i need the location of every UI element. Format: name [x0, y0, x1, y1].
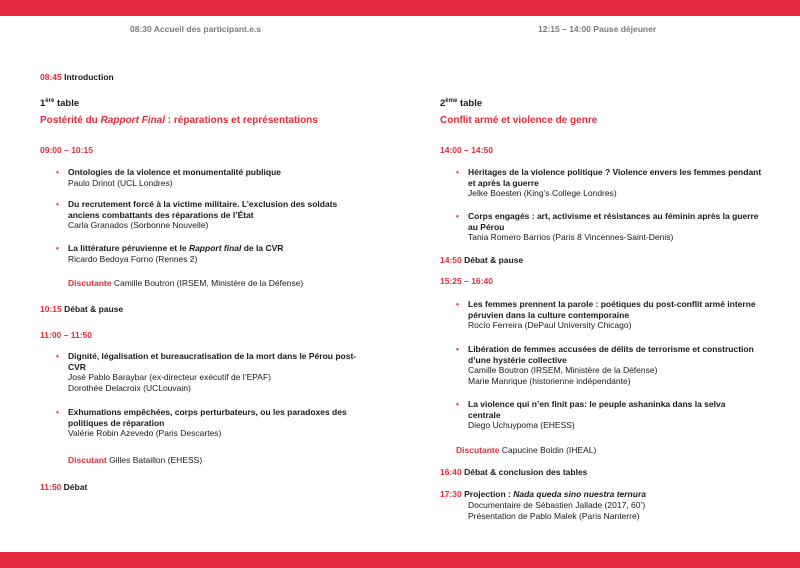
talk-speaker: Marie Manrique (historienne indépendante) — [468, 375, 631, 386]
talk-item — [56, 199, 348, 231]
talk-title: • Corps engagés : art, activisme et résistances au féminin après la guerre au Pérou — [468, 211, 759, 232]
conclusion-time: 16:40 — [440, 467, 462, 477]
talk-title: • Dignité, légalisation et bureaucratisation de la mort dans le Pérou post-CVR — [68, 351, 357, 372]
talk-title: • Exhumations empêchées, corps perturbateurs, ou les paradoxes des politiques de réparation — [68, 407, 347, 428]
discussant-2 — [68, 455, 202, 465]
table-1-number: 1 — [40, 98, 46, 110]
discussant-name: Gilles Bataillon (EHESS) — [106, 455, 203, 465]
projection — [440, 489, 646, 499]
talk-speaker: Paulo Drinot (UCL Londres) — [68, 177, 173, 188]
talk-item — [456, 344, 778, 386]
talk-item — [56, 351, 368, 393]
discussant-1 — [68, 278, 303, 288]
discussant-label: Discutante — [68, 278, 112, 288]
talk-item — [56, 243, 368, 264]
talk-item — [56, 167, 368, 188]
session-3-time: 14:00 – 14:50 — [440, 145, 493, 155]
conclusion — [440, 467, 587, 477]
discussant-name: Camille Boutron (IRSEM, Ministère de la Défense) — [111, 278, 304, 288]
session-1-time: 09:00 – 10:15 — [40, 145, 93, 155]
talk-speaker: Diego Uchuypoma (EHESS) — [468, 420, 575, 430]
talk-speaker: Tania Romero Barrios (Paris 8 Vincennes-Saint-Denis) — [468, 232, 674, 242]
discussant-label: Discutant — [68, 455, 107, 465]
pause-2-label: Débat & pause — [464, 255, 524, 265]
bottom-red-band — [0, 552, 800, 568]
projection-detail-1: Documentaire de Sébastien Jallade (2017, 60’) — [468, 500, 646, 510]
final-debate-time: 11:50 — [40, 482, 62, 492]
talk-title: • La violence qui n’en finit pas: le peuple ashaninka dans la selva centrale — [468, 399, 726, 420]
talk-speaker: Dorothée Delacroix (UCLouvain) — [68, 382, 191, 393]
table-1-word: table — [56, 98, 80, 110]
intro-line — [40, 72, 114, 82]
talk-title-c: de la CVR — [241, 243, 284, 253]
conclusion-label: Débat & conclusion des tables — [464, 467, 588, 477]
projection-label: Projection : — [464, 489, 514, 499]
table-2-heading — [440, 98, 482, 109]
projection-detail-2: Présentation de Pablo Malek (Paris Nanterre) — [468, 511, 640, 521]
table-1-suffix: ère — [45, 98, 55, 104]
talk-speaker: Rocío Ferreira (DePaul University Chicago) — [468, 320, 632, 330]
right-header: 12:15 – 14:00 Pause déjeuner — [538, 24, 657, 34]
session-2-time: 11:00 – 11:50 — [40, 330, 92, 340]
table-1-title-a: Postérité du — [40, 115, 101, 126]
table-2-title: Conflit armé et violence de genre — [440, 115, 598, 126]
talk-title: • Ontologies de la violence et monumentalité publique — [68, 167, 282, 177]
talk-item — [456, 167, 768, 199]
pause-1-label: Débat & pause — [64, 304, 124, 314]
pause-1-time: 10:15 — [40, 304, 62, 314]
table-1-title-c: : réparations et représentations — [165, 115, 318, 126]
talk-speaker: Carla Granados (Sorbonne Nouvelle) — [68, 220, 209, 230]
discussant-3 — [456, 445, 596, 455]
talk-speaker: Ricardo Bedoya Forno (Rennes 2) — [68, 253, 198, 264]
talk-title: • Du recrutement forcé à la victime militaire. L’exclusion des soldats anciens combattants des réparations de l’État — [68, 199, 338, 220]
discussant-name: Capucine Boidin (IHEAL) — [499, 445, 597, 455]
session-4-time: 15:25 – 16:40 — [440, 276, 493, 286]
talk-speaker: Valérie Robin Azevedo (Paris Descartes) — [68, 428, 222, 438]
projection-film: Nada queda sino nuestra ternura — [513, 489, 646, 499]
talk-item — [456, 299, 778, 331]
talk-title: • Les femmes prennent la parole : poétiques du post-conflit armé interne péruvien dans la culture contemporaine — [468, 299, 756, 320]
pause-2 — [440, 255, 523, 265]
top-red-band — [0, 0, 800, 16]
table-1-title — [40, 115, 318, 126]
talk-item — [56, 407, 368, 439]
intro-label: Introduction — [64, 72, 114, 82]
pause-2-time: 14:50 — [440, 255, 462, 265]
talk-speaker: Camille Boutron (IRSEM, Ministère de la Défense) — [468, 365, 658, 375]
table-1-title-b: Rapport Final — [100, 115, 166, 126]
talk-speaker: Jelke Boesten (King’s College Londres) — [468, 188, 617, 198]
final-debate-label: Débat — [63, 482, 88, 492]
final-debate — [40, 482, 87, 492]
intro-time: 08:45 — [40, 72, 62, 82]
table-1-heading — [40, 98, 79, 109]
talk-title — [68, 243, 368, 254]
table-2-number: 2 — [440, 98, 446, 110]
talk-speaker: José Pablo Baraybar (ex-directeur exécutif de l’EPAF) — [68, 372, 271, 382]
talk-item — [456, 211, 768, 243]
talk-title: • Héritages de la violence politique ? Violence envers les femmes pendant et après la guerre — [468, 167, 762, 188]
table-2-suffix: ème — [445, 98, 458, 104]
talk-title-b: Rapport final — [188, 243, 242, 253]
talk-item — [456, 399, 758, 431]
talk-title: • Libération de femmes accusées de délits de terrorisme et construction d’une hystérie collective — [468, 344, 754, 365]
left-header: 08:30 Accueil des participant.e.s — [130, 24, 262, 34]
talk-title-a: La littérature péruvienne et le — [68, 243, 189, 253]
table-2-word: table — [459, 98, 483, 110]
discussant-label: Discutante — [456, 445, 500, 455]
pause-1 — [40, 304, 123, 314]
projection-time: 17:30 — [440, 489, 462, 499]
